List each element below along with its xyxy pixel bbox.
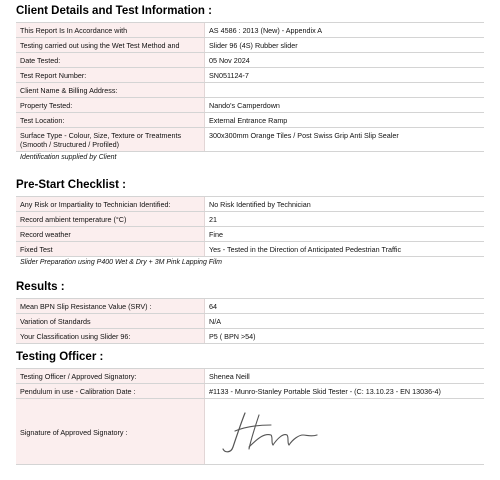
- row-value: AS 4586 : 2013 (New) - Appendix A: [205, 23, 485, 38]
- slider-preparation-note: Slider Preparation using P400 Wet & Dry + 3M Pink Lapping Film: [20, 259, 222, 266]
- prestart-table: [16, 196, 484, 257]
- row-label: Record weather: [16, 227, 205, 242]
- table-row: [16, 212, 484, 227]
- row-label: Any Risk or Impartiality to Technician Identified:: [16, 197, 205, 212]
- table-row: [16, 384, 484, 399]
- testing-officer-section: [16, 350, 484, 465]
- row-label: Pendulum in use - Calibration Date :: [16, 384, 205, 399]
- table-row: [16, 314, 484, 329]
- row-label: Mean BPN Slip Resistance Value (SRV) :: [16, 299, 205, 314]
- row-label: Client Name & Billing Address:: [16, 83, 205, 98]
- prestart-section: [16, 178, 484, 269]
- row-value: SN051124-7: [205, 68, 485, 83]
- results-table: [16, 298, 484, 344]
- row-value: P5 ( BPN >54): [205, 329, 485, 344]
- table-row: [16, 38, 484, 53]
- table-row: [16, 299, 484, 314]
- table-row: [16, 83, 484, 98]
- client-details-table: [16, 22, 484, 152]
- table-row: [16, 227, 484, 242]
- row-value: Nando's Camperdown: [205, 98, 485, 113]
- row-label: Your Classification using Slider 96:: [16, 329, 205, 344]
- table-row: [16, 329, 484, 344]
- signature-row: [16, 399, 484, 465]
- results-heading: Results :: [16, 281, 65, 293]
- row-value: Shenea Neill: [205, 369, 485, 384]
- table-row: [16, 369, 484, 384]
- row-value: 300x300mm Orange Tiles / Post Swiss Grip Anti Slip Sealer: [205, 128, 485, 152]
- row-value: [205, 83, 485, 98]
- signature-cell: [205, 399, 485, 465]
- table-row: [16, 128, 484, 152]
- row-value: No Risk Identified by Technician: [205, 197, 485, 212]
- prestart-heading: Pre-Start Checklist :: [16, 179, 126, 191]
- row-label: This Report Is In Accordance with: [16, 23, 205, 38]
- table-row: [16, 53, 484, 68]
- client-details-heading: Client Details and Test Information :: [16, 5, 212, 17]
- row-label: Test Location:: [16, 113, 205, 128]
- results-section: [16, 280, 484, 344]
- testing-officer-heading: Testing Officer :: [16, 351, 104, 363]
- row-label: Date Tested:: [16, 53, 205, 68]
- handwritten-signature: [215, 407, 325, 457]
- testing-officer-table: [16, 368, 484, 465]
- row-label: Fixed Test: [16, 242, 205, 257]
- row-label: Property Tested:: [16, 98, 205, 113]
- row-value: Fine: [205, 227, 485, 242]
- row-label: Testing carried out using the Wet Test Method and: [16, 38, 205, 53]
- row-value: N/A: [205, 314, 485, 329]
- table-row: [16, 23, 484, 38]
- row-value: 05 Nov 2024: [205, 53, 485, 68]
- row-label: Variation of Standards: [16, 314, 205, 329]
- row-value: Yes - Tested in the Direction of Anticipated Pedestrian Traffic: [205, 242, 485, 257]
- row-value: 21: [205, 212, 485, 227]
- row-value: #1133 - Munro-Stanley Portable Skid Tester - (C: 13.10.23 - EN 13036-4): [205, 384, 485, 399]
- row-value: 64: [205, 299, 485, 314]
- row-label: Test Report Number:: [16, 68, 205, 83]
- row-label: Record ambient temperature (°C): [16, 212, 205, 227]
- row-label: Testing Officer / Approved Signatory:: [16, 369, 205, 384]
- identification-note: Identification supplied by Client: [20, 154, 117, 161]
- table-row: [16, 68, 484, 83]
- signature-label: Signature of Approved Signatory :: [16, 399, 205, 465]
- row-label: Surface Type - Colour, Size, Texture or Treatments (Smooth / Structured / Profiled): [16, 128, 205, 152]
- row-value: External Entrance Ramp: [205, 113, 485, 128]
- row-value: Slider 96 (4S) Rubber slider: [205, 38, 485, 53]
- table-row: [16, 98, 484, 113]
- table-row: [16, 113, 484, 128]
- client-details-section: [16, 4, 484, 164]
- table-row: [16, 242, 484, 257]
- table-row: [16, 197, 484, 212]
